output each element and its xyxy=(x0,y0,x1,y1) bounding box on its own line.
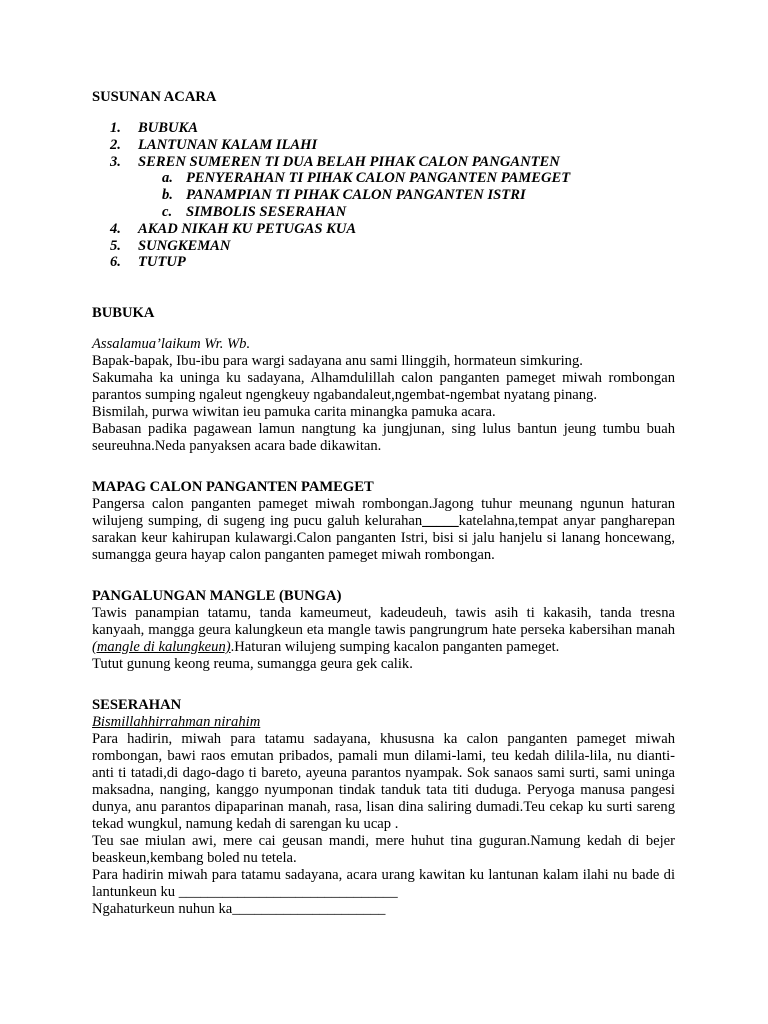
outline-number: 6. xyxy=(110,254,121,271)
outline-subitem xyxy=(92,187,675,204)
paragraph: Bismilah, purwa wiwitan ieu pamuka carita minangka pamuka acara. xyxy=(92,404,496,421)
agenda-outline xyxy=(92,120,675,271)
outline-label: SUNGKEMAN xyxy=(138,237,231,254)
section-mapag xyxy=(92,479,675,564)
document-page xyxy=(92,88,675,918)
outline-label: SIMBOLIS SESERAHAN xyxy=(186,203,347,220)
outline-label: TUTUP xyxy=(138,254,186,271)
section-bubuka xyxy=(92,305,675,455)
bismillah-line: Bismillahhirrahman nirahim xyxy=(92,714,261,731)
paragraph: Bapak-bapak, Ibu-ibu para wargi sadayana anu sami llinggih, hormateun simkuring. xyxy=(92,353,583,370)
greeting-line: Assalamua’laikum Wr. Wb. xyxy=(92,336,251,353)
paragraph-text: .Haturan wilujeng sumping kacalon panganten pameget. xyxy=(230,639,560,656)
paragraph: Tutut gunung keong reuma, sumangga geura gek calik. xyxy=(92,656,413,673)
outline-label: SEREN SUMEREN TI DUA BELAH PIHAK CALON PANGANTEN xyxy=(138,153,560,170)
fill-in-blank: _____ xyxy=(422,513,459,530)
paragraph: Teu sae miulan awi, mere cai geusan mandi, mere huhut tina guguran.Namung kedah di bejer beaskeun,kembang boled nu tetela. xyxy=(92,833,675,867)
paragraph-text: Pangersa calon panganten pameget miwah rombongan.Jagong tuhur meunang ngunun haturan wilujeng sumping, di sugeng ing pucu galuh kelurahan xyxy=(92,496,675,530)
outline-label: PENYERAHAN TI PIHAK CALON PANGANTEN PAMEGET xyxy=(186,170,571,187)
section-heading: SESERAHAN xyxy=(92,697,182,714)
paragraph: Para hadirin, miwah para tatamu sadayana, khususna ka calon panganten pameget miwah rombongan, bawi raos emutan pribados, pamali mun dilami-lami, teu kedah dilila-lila, nu dianti-anti ti tatadi,di dago-dago ti bareto, ayeuna parantos nyampak. Sok sanaos sami surti, sami uninga maksadna, nanging, kanggo nyumponan tindak tanduk tata titi duduga. Peryoga manusa pangesi dunya, anu parantos dipaparinan manah, rasa, lisan dina saliring dumadi.Teu cekap ku surti sareng tekad wungkul, namung kedah di sarengan ku ucap . xyxy=(92,731,675,833)
outline-label: LANTUNAN KALAM ILAHI xyxy=(138,136,318,153)
paragraph: Ngahaturkeun nuhun ka_____________________ xyxy=(92,901,386,918)
paragraph: Sakumaha ka uninga ku sadayana, Alhamdulillah calon panganten pameget miwah rombongan parantos sumping ngaleut ngengkeuy ngabandaleut,ngembat-ngembat nyatang pinang. xyxy=(92,370,675,404)
outline-item xyxy=(92,154,675,171)
outline-item xyxy=(92,254,675,271)
outline-number: 3. xyxy=(110,153,121,170)
page-title: SUSUNAN ACARA xyxy=(92,89,217,105)
outline-item xyxy=(92,120,675,137)
outline-number: 4. xyxy=(110,220,121,237)
paragraph: Para hadirin miwah para tatamu sadayana, acara urang kawitan ku lantunan kalam ilahi nu bade di lantunkeun ku ______________________________ xyxy=(92,867,675,901)
section-heading: BUBUKA xyxy=(92,305,155,322)
paragraph-text: Tawis panampian tatamu, tanda kameumeut, kadeudeuh, tawis asih ti kakasih, tanda tresna kanyaah, mangga geura kalungkeun eta mangle tawis pangrungrum hate perseka kabersihan manah xyxy=(92,605,675,639)
outline-number: 1. xyxy=(110,120,121,136)
outline-letter: b. xyxy=(162,187,173,204)
outline-item xyxy=(92,137,675,154)
outline-label: PANAMPIAN TI PIHAK CALON PANGANTEN ISTRI xyxy=(186,187,526,204)
section-heading: MAPAG CALON PANGANTEN PAMEGET xyxy=(92,479,374,496)
section-pangalungan xyxy=(92,588,675,673)
outline-item xyxy=(92,221,675,238)
section-heading: PANGALUNGAN MANGLE (BUNGA) xyxy=(92,588,342,605)
paragraph-text: katelahna,tempat anyar pangharepan sarakan keur kahirupan kulawargi.Calon panganten Istri, bisi si jalu hanjelu si lanang honcewang, sumangga geura hayap calon panganten pameget miwah rombongan. xyxy=(92,513,676,564)
outline-letter: c. xyxy=(162,203,173,220)
outline-subitem xyxy=(92,204,675,221)
outline-label: AKAD NIKAH KU PETUGAS KUA xyxy=(138,220,357,237)
outline-number: 2. xyxy=(110,136,121,153)
outline-letter: a. xyxy=(162,170,173,187)
stage-direction: (mangle di kalungkeun) xyxy=(92,639,231,656)
outline-number: 5. xyxy=(110,237,121,254)
outline-item xyxy=(92,238,675,255)
outline-label: BUBUKA xyxy=(138,120,199,136)
outline-subitem xyxy=(92,170,675,187)
section-seserahan xyxy=(92,697,675,918)
paragraph xyxy=(92,496,675,564)
paragraph xyxy=(92,605,675,656)
paragraph: Babasan padika pagawean lamun nangtung ka jungjunan, sing lulus bantun jeung tumbu buah seureuhna.Neda panyaksen acara bade dikawitan. xyxy=(92,421,675,455)
